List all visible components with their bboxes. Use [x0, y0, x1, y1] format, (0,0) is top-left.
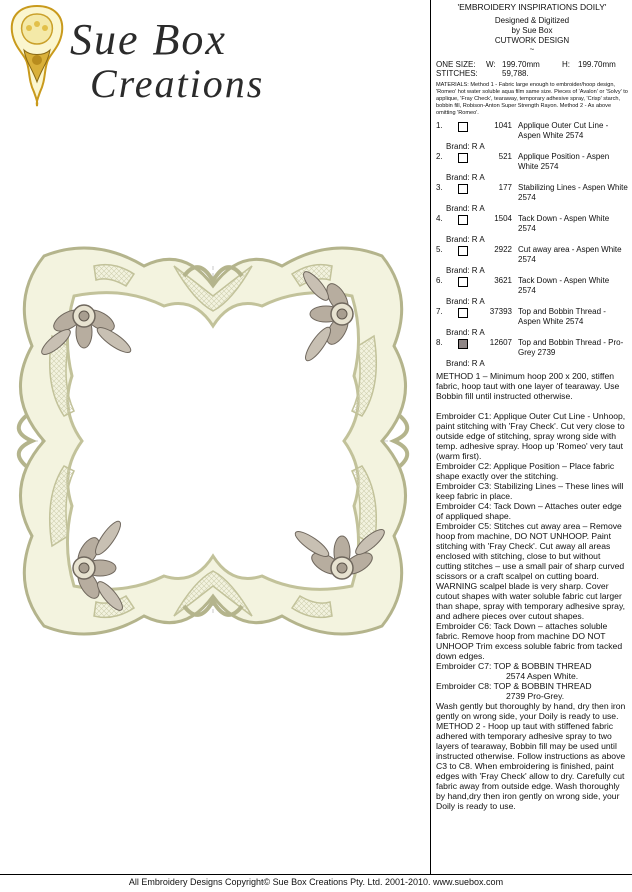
step-description: Applique Position - Aspen White 2574	[518, 152, 610, 171]
doily-design-image	[4, 236, 422, 646]
stitch-count: 1504	[494, 214, 512, 223]
tilde-mark: ~	[529, 45, 535, 54]
author-line: by Sue Box	[511, 26, 553, 35]
method-2-text: METHOD 2 - Hoop up taut with stiffened fabric adhered with temporary adhesive spray to two layers of tearaway, Bobbin fill may be used until instructed otherwise. Follow instructions as above C3 to C8. When embroidering is finished, paint edges with 'Fray Check' allow to dry. Carefully cut fabric away from outside edge. Wash thoroughly by hand,dry then iron gently on wrong side, your Doily is ready to use.	[436, 721, 626, 811]
design-title: 'EMBROIDERY INSPIRATIONS DOILY'	[457, 2, 607, 12]
step-number: 1.	[436, 121, 443, 130]
stitch-count: 3621	[494, 276, 512, 285]
instruction-c6: Embroider C6: Tack Down – attaches soluble fabric. Remove hoop from machine DO NOT UNHOOP Trim excess soluble fabric from tacked down edges.	[436, 621, 623, 661]
logo-emblem-icon	[2, 2, 72, 108]
step-description: Cut away area - Aspen White 2574	[518, 245, 622, 264]
color-swatch	[458, 277, 468, 287]
wash-instruction: Wash gently but thoroughly by hand, dry then iron gently on wrong side, your Doily is ready to use.	[436, 701, 626, 721]
step-description: Tack Down - Aspen White 2574	[518, 276, 610, 295]
embroider-instructions	[436, 411, 628, 811]
logo-text-line2: Creations	[90, 61, 265, 106]
step-description: Applique Outer Cut Line - Aspen White 2574	[518, 121, 609, 140]
color-swatch	[458, 339, 468, 349]
logo-text-line1: Sue Box	[70, 15, 227, 64]
thread-brand: Brand: R A	[446, 359, 485, 368]
color-step	[436, 276, 628, 307]
instructions-panel	[436, 0, 628, 811]
thread-brand: Brand: R A	[446, 204, 485, 213]
designed-by-line: Designed & Digitized	[494, 16, 570, 25]
stitches-row	[436, 69, 628, 78]
color-swatch	[458, 246, 468, 256]
stitch-count: 2922	[494, 245, 512, 254]
stitches-value: 59,788.	[502, 69, 529, 78]
instruction-c4: Embroider C4: Tack Down – Attaches outer edge of appliqued shape.	[436, 501, 622, 521]
copyright-footer: All Embroidery Designs Copyright© Sue Box Creations Pty. Ltd. 2001-2010. www.suebox.com	[128, 877, 504, 887]
method-1-text: METHOD 1 – Minimum hoop 200 x 200, stiffen fabric, hoop taut with one layer of tearaway. Use Bobbin fill until instructed otherwise.	[436, 371, 620, 401]
color-swatch	[458, 308, 468, 318]
thread-brand: Brand: R A	[446, 328, 485, 337]
size-row	[436, 60, 628, 69]
instruction-c8-thread: 2739 Pro-Grey.	[506, 691, 565, 701]
width-value: 199.70mm	[502, 60, 540, 69]
instruction-c7-thread: 2574 Aspen White.	[506, 671, 579, 681]
instruction-c5: Embroider C5: Stitches cut away area – Remove hoop from machine, DO NOT UNHOOP. Paint stitching with 'Fray Check'. Cut away all areas enclosed with stitching, close to but without cutting stitches – use a small pair of sharp curved scissors or a craft scalpel on cutting board. WARNING scalpel blade is very sharp. Cover cutout shapes with water soluble fabric cut larger than shape, spray with temporary adhesive spray, and adhere pieces over cutout shapes.	[436, 521, 625, 621]
thread-brand: Brand: R A	[446, 297, 485, 306]
step-number: 5.	[436, 245, 443, 254]
instruction-c8: Embroider C8: TOP & BOBBIN THREAD	[436, 681, 592, 691]
step-number: 4.	[436, 214, 443, 223]
height-label: H:	[562, 60, 570, 69]
instruction-c1: Embroider C1: Applique Outer Cut Line - Unhoop, paint stitching with 'Fray Check'. Cut very close to outside edge of stitching, spray wrong side with temp. adhesive spray. Hoop up 'Romeo' very taut (warm first).	[436, 411, 626, 461]
step-description: Stabilizing Lines - Aspen White 2574	[518, 183, 628, 202]
thread-brand: Brand: R A	[446, 266, 485, 275]
color-swatch	[458, 215, 468, 225]
color-swatch	[458, 122, 468, 132]
instruction-c7: Embroider C7: TOP & BOBBIN THREAD	[436, 661, 592, 671]
color-step	[436, 183, 628, 214]
color-step	[436, 152, 628, 183]
color-step	[436, 245, 628, 276]
color-step	[436, 121, 628, 152]
thread-brand: Brand: R A	[446, 142, 485, 151]
column-divider	[430, 0, 431, 874]
instruction-c3: Embroider C3: Stabilizing Lines – These lines will keep fabric in place.	[436, 481, 624, 501]
instruction-c2: Embroider C2: Applique Position – Place fabric shape exactly over the stitching.	[436, 461, 615, 481]
thread-brand: Brand: R A	[446, 173, 485, 182]
step-number: 6.	[436, 276, 443, 285]
size-label: ONE SIZE:	[436, 60, 476, 69]
color-step	[436, 338, 628, 369]
color-swatch	[458, 184, 468, 194]
step-number: 7.	[436, 307, 443, 316]
step-number: 8.	[436, 338, 443, 347]
stitch-count: 1041	[494, 121, 512, 130]
logo	[0, 0, 300, 120]
materials-text: MATERIALS: Method 1 - Fabric large enough to embroider/hoop design, 'Romeo' hot water soluble aqua film same size. Pieces of 'Avalon' or 'Solvy' to applique, 'Fray Check', tearaway, temporary adhesive spray, 'Crisp' starch, bobbin fill, Robison-Anton Super Strength Rayon. Method 2 - As above omitting 'Romeo'.	[436, 82, 628, 116]
step-number: 2.	[436, 152, 443, 161]
width-label: W:	[486, 60, 496, 69]
stitch-count: 37393	[489, 307, 512, 316]
step-description: Top and Bobbin Thread - Aspen White 2574	[518, 307, 606, 326]
step-description: Top and Bobbin Thread - Pro-Grey 2739	[518, 338, 624, 357]
color-steps-list	[436, 121, 628, 369]
color-step	[436, 307, 628, 338]
color-swatch	[458, 153, 468, 163]
step-description: Tack Down - Aspen White 2574	[518, 214, 610, 233]
design-category: CUTWORK DESIGN	[494, 36, 570, 45]
stitch-count: 12607	[489, 338, 512, 347]
step-number: 3.	[436, 183, 443, 192]
thread-brand: Brand: R A	[446, 235, 485, 244]
stitch-count: 177	[498, 183, 512, 192]
stitches-label: STITCHES:	[436, 69, 478, 78]
footer-divider	[0, 874, 632, 875]
height-value: 199.70mm	[578, 60, 616, 69]
color-step	[436, 214, 628, 245]
stitch-count: 521	[498, 152, 512, 161]
